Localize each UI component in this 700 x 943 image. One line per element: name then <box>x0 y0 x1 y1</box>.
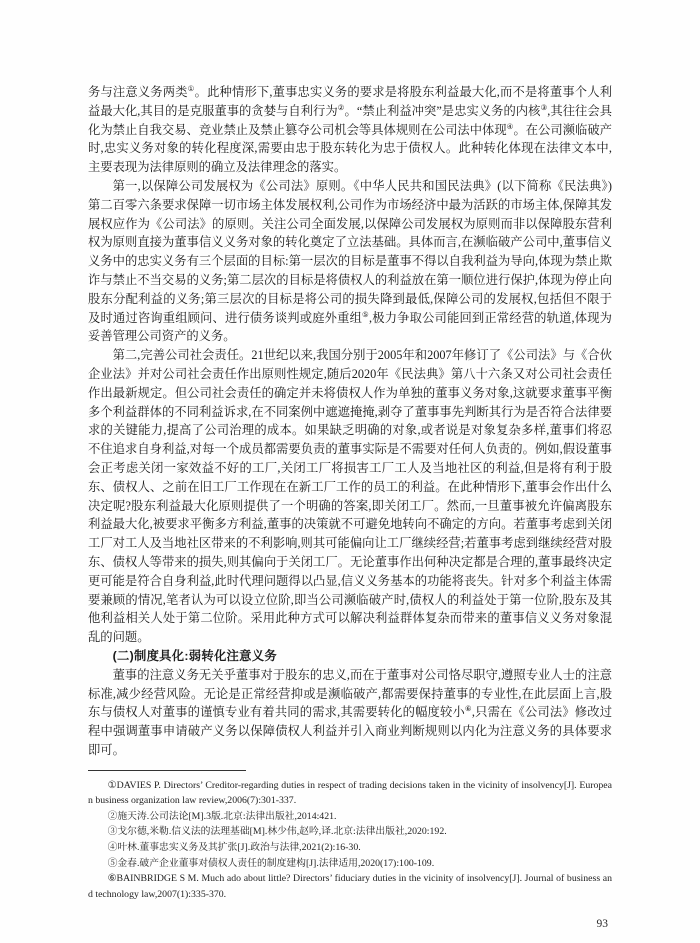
footnote-5: ⑤金春.破产企业董事对债权人责任的制度建构[J].法律适用,2020(17):100-109. <box>107 857 435 869</box>
footnote-2: ②施天涛.公司法论[M].3版.北京:法律出版社,2014:421. <box>107 810 337 822</box>
text-column <box>88 83 612 930</box>
body-paragraph-duty-of-care: 董事的注意义务无关乎董事对于股东的忠义,而在于董事对公司恪尽职守,遵照专业人士的注意标准,减少经营风险。无论是正常经营抑或是濒临破产,都需要保持董事的专业性,在此层面上言,股东与债权人对董事的谨慎专业有着共同的需求,其需要转化的幅度较小⑥,只需在《公司法》修改过程中强调董事申请破产义务以保障债权人利益并引入商业判断规则以内化为注意义务的具体要求即可。 <box>88 667 612 757</box>
body-paragraph-first-point: 第一,以保障公司发展权为《公司法》原则。《中华人民共和国民法典》(以下简称《民法典》)第二百零六条要求保障一切市场主体发展权利,公司作为市场经济中最为活跃的市场主体,保障其发展权应作为《公司法》的原则。关注公司全面发展,以保障公司发展权为原则而非以保障股东营利权为原则直接为董事信义义务对象的转化奠定了立法基础。具体而言,在濒临破产公司中,董事信义义务中的忠实义务有三个层面的目标:第一层次的目标是董事不得以自我利益为导向,体现为禁止欺诈与禁止不当交易的义务;第二层次的目标是将债权人的利益放在第一顺位进行保护,体现为停止向股东分配利益的义务;第三层次的目标是将公司的损失降到最低,保障公司的发展权,包括但不限于及时通过咨询重组顾问、进行债务谈判或庭外重组⑤,极力争取公司能回到正常经营的轨道,体现为妥善管理公司资产的义务。 <box>88 178 612 344</box>
footnote-6: ⑥BAINBRIDGE S M. Much ado about little? Directors’ fiduciary duties in the vicinity of insolvency[J]. Journal of business and technology law,2007(1):335-370. <box>88 873 612 900</box>
footnote-1: ①DAVIES P. Directors’ Creditor-regarding duties in respect of trading decisions taken in the vicinity of insolvency[J]. European business organization law review,2006(7):301-337. <box>88 779 612 807</box>
footnote-4: ④叶林.董事忠实义务及其扩张[J].政治与法律,2021(2):16-30. <box>107 842 361 854</box>
body-paragraph-second-point: 第二,完善公司社会责任。21世纪以来,我国分别于2005年和2007年修订了《公司法》与《合伙企业法》并对公司社会责任作出原则性规定,随后2020年《民法典》第八十六条又对公司社会责任作出最新规定。但公司社会责任的确定并未将债权人作为单独的董事义务对象,这就要求董事平衡多个利益群体的不同利益诉求,在不同案例中遮遮掩掩,剥夺了董事事先判断其行为是否符合法律要求的关键能力,提高了公司治理的成本。如果缺乏明确的对象,或者说是对象复杂多样,董事们将忍不住追求自身利益,对每一个成员都需要负责的董事实际是不需要对任何人负责的。例如,假设董事会正考虑关闭一家效益不好的工厂,关闭工厂将损害工厂工人及当地社区的利益,但是将有利于股东、债权人、之前在旧工厂工作现在在新工厂工作的员工的利益。在此种情形下,董事会作出什么决定呢?股东利益最大化原则提供了一个明确的答案,即关闭工厂。然而,一旦董事被允许偏离股东利益最大化,被要求平衡多方利益,董事的决策就不可避免地转向不确定的方向。若董事考虑到关闭工厂对工人及当地社区带来的不利影响,则其可能偏向让工厂继续经营;若董事考虑到继续经营对股东、债权人等带来的损失,则其偏向于关闭工厂。无论董事作出何种决定都是合理的,董事最终决定更可能是符合自身利益,此时代理问题得以凸显,信义义务基本的功能将丧失。针对多个利益主体需要兼顾的情况,笔者认为可以设立位阶,即当公司濒临破产时,债权人的利益处于第一位阶,股东及其他利益相关人处于第二位阶。采用此种方式可以解决利益群体复杂而带来的董事信义义务对象混乱的问题。 <box>88 348 612 645</box>
footnote-divider-rule <box>88 770 246 771</box>
subsection-heading: (二)制度具化:弱转化注意义务 <box>112 648 277 663</box>
page-number: 93 <box>596 918 608 931</box>
footnotes-section <box>88 770 612 903</box>
body-paragraph-continuation: 务与注意义务两类①。此种情形下,董事忠实义务的要求是将股东利益最大化,而不是将董事个人利益最大化,其目的是克服董事的贪婪与自利行为②。“禁止利益冲突”是忠实义务的内核③,其往往会具化为禁止自我交易、竞业禁止及禁止篡夺公司机会等具体规则在公司法中体现④。在公司濒临破产时,忠实义务对象的转化程度深,需要由忠于股东转化为忠于债权人。此种转化体现在法律文本中,主要表现为法律原则的确立及法律理念的落实。 <box>88 83 613 175</box>
footnote-3: ③戈尔德,米勒.信义法的法理基础[M].林少伟,赵吟,译.北京:法律出版社,2020:192. <box>107 826 447 838</box>
